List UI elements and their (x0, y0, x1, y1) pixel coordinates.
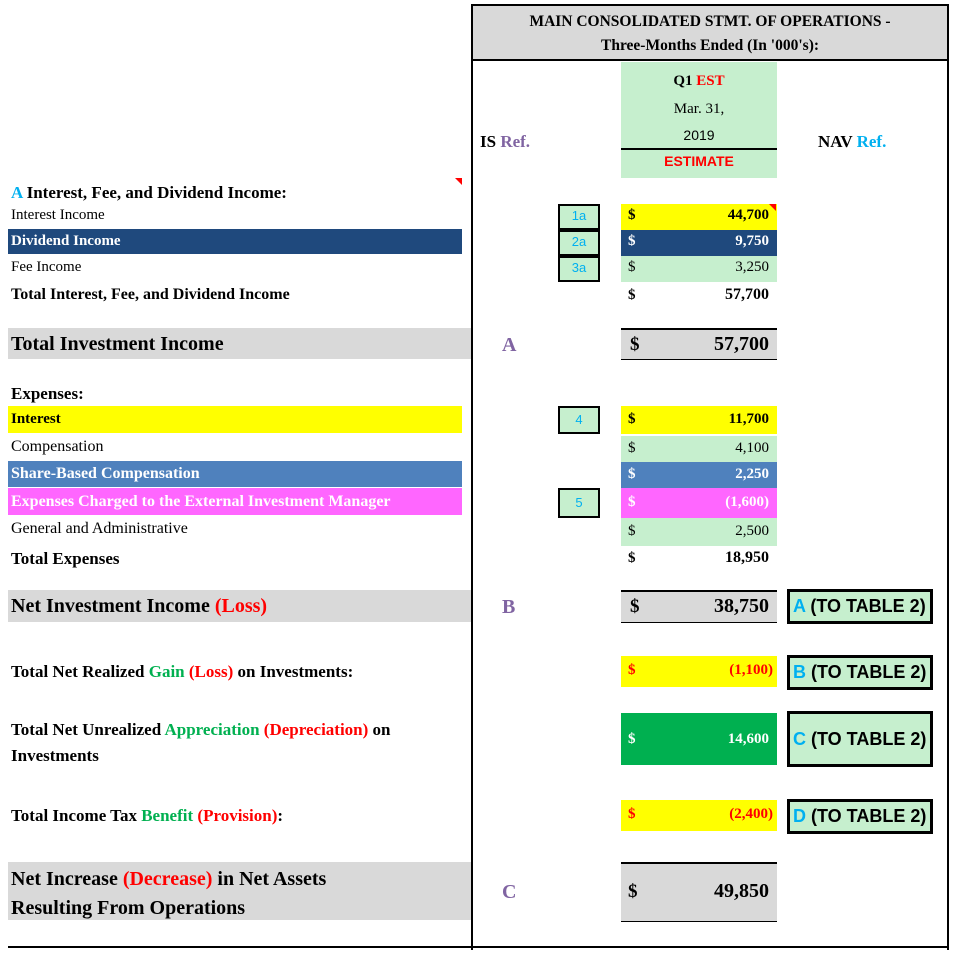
dollar-sign: $ (628, 494, 636, 510)
nav-text-d: (TO TABLE 2) (811, 806, 927, 826)
tax-value: (2,400) (729, 806, 773, 822)
value-cell-interest-income (621, 204, 777, 230)
is-ref-b: B (502, 596, 516, 618)
value-cell-expenses-charged (621, 488, 777, 518)
nav-text-b: (TO TABLE 2) (811, 662, 927, 682)
value-interest-expense: 11,700 (728, 411, 769, 427)
net-increase-label-b: (Decrease) (122, 868, 213, 890)
value-cell-fee-income (621, 256, 777, 282)
unrealized-cell (621, 713, 777, 765)
total-expenses-cell (621, 546, 777, 572)
nav-letter-c: C (793, 729, 806, 749)
unrealized-value: 14,600 (727, 731, 769, 747)
q1-column-header (621, 62, 777, 178)
is-ref-a: A (502, 334, 517, 356)
row-label-compensation: Compensation (11, 438, 104, 455)
nav-text-c: (TO TABLE 2) (811, 729, 927, 749)
total-investment-income-value: 57,700 (714, 333, 769, 355)
est-text: EST (696, 73, 725, 89)
section-a-title (11, 183, 287, 203)
total-interest-fee-dividend-cell (621, 282, 777, 310)
dollar-sign: $ (628, 662, 636, 678)
total-interest-fee-dividend-label: Total Interest, Fee, and Dividend Income (11, 286, 290, 303)
nav-letter-a: A (793, 596, 806, 616)
row-label-fee-income: Fee Income (11, 259, 82, 275)
dollar-sign: $ (628, 806, 636, 822)
net-increase-label (11, 865, 326, 923)
net-investment-income-value: 38,750 (714, 595, 769, 617)
is-ref-header-a: IS (480, 132, 497, 151)
value-general-admin: 2,500 (735, 523, 769, 539)
row-label-share-based-comp (8, 461, 462, 487)
left-frame-line (471, 4, 473, 950)
row-label-expenses-charged-text: Expenses Charged to the External Investment Manager (11, 493, 391, 510)
nav-ref-header (818, 132, 886, 152)
realized-cell (621, 656, 777, 687)
value-cell-compensation (621, 436, 777, 462)
q1-label (621, 73, 777, 90)
is-ref-c: C (502, 881, 517, 903)
statement-title: MAIN CONSOLIDATED STMT. OF OPERATIONS - (529, 13, 891, 30)
nav-ref-header-a: NAV (818, 132, 853, 151)
date-line-2: 2019 (683, 127, 715, 143)
dollar-sign: $ (628, 287, 636, 303)
nav-text-a: (TO TABLE 2) (810, 596, 926, 616)
tax-label-d: : (277, 806, 284, 825)
dollar-sign: $ (628, 731, 636, 747)
nav-ref-box-d (787, 799, 933, 834)
dollar-sign: $ (628, 523, 636, 539)
dollar-sign: $ (628, 881, 638, 902)
statement-subtitle: Three-Months Ended (In '000's): (600, 37, 820, 54)
value-dividend-income: 9,750 (735, 233, 769, 249)
total-investment-income-cell (621, 328, 777, 360)
realized-label-c: (Loss) (188, 662, 234, 681)
ref-badge-5: 5 (558, 488, 600, 518)
ref-badge-3a: 3a (558, 256, 600, 282)
row-label-interest-expense-text: Interest (11, 411, 61, 427)
net-increase-line1 (11, 865, 326, 894)
dollar-sign: $ (628, 550, 636, 566)
is-ref-header-b: Ref. (500, 132, 531, 151)
unrealized-label-a: Total Net Unrealized (11, 720, 162, 739)
row-label-share-based-comp-text: Share-Based Compensation (11, 465, 200, 482)
row-label-dividend-income (8, 229, 462, 254)
nav-letter-d: D (793, 806, 806, 826)
total-investment-income-label: Total Investment Income (11, 333, 224, 355)
tax-label-c: (Provision) (197, 806, 278, 825)
estimate-label: ESTIMATE (621, 148, 777, 169)
value-cell-dividend-income (621, 230, 777, 256)
row-label-interest-expense (8, 406, 462, 433)
nav-ref-box-c (787, 711, 933, 767)
tax-label (11, 806, 283, 826)
date-line-1: Mar. 31, (673, 101, 725, 117)
comment-marker-icon (769, 204, 776, 211)
value-cell-share-based-comp (621, 462, 777, 488)
value-expenses-charged: (1,600) (725, 494, 769, 510)
nav-ref-header-b: Ref. (856, 132, 887, 151)
realized-label (11, 662, 353, 682)
value-share-based-comp: 2,250 (735, 466, 769, 482)
unrealized-label-line1 (11, 717, 391, 743)
net-increase-label-c: in Net Assets (217, 868, 327, 890)
total-expenses-value: 18,950 (725, 549, 769, 566)
net-increase-cell (621, 862, 777, 922)
row-label-general-admin: General and Administrative (11, 520, 188, 537)
dollar-sign: $ (628, 259, 636, 275)
ref-badge-1a: 1a (558, 204, 600, 230)
nii-label-b: (Loss) (214, 595, 268, 617)
row-label-interest-income: Interest Income (11, 207, 105, 223)
total-expenses-label: Total Expenses (11, 549, 120, 568)
net-increase-label-a: Net Increase (11, 868, 118, 890)
unrealized-label-e: Investments (11, 746, 99, 765)
right-frame-line (947, 4, 949, 950)
net-investment-income-label (11, 595, 267, 618)
value-cell-general-admin (621, 518, 777, 546)
dollar-sign: $ (628, 233, 636, 249)
total-interest-fee-dividend-value: 57,700 (725, 286, 769, 303)
is-ref-header (480, 132, 530, 152)
nav-ref-box-b (787, 655, 933, 690)
dollar-sign: $ (630, 334, 640, 355)
section-a-letter: A (11, 183, 23, 202)
dollar-sign: $ (628, 207, 636, 223)
realized-label-b: Gain (148, 662, 185, 681)
realized-value: (1,100) (729, 662, 773, 678)
net-increase-label-d: Resulting From Operations (11, 897, 246, 919)
bottom-rule (8, 946, 949, 948)
net-investment-income-cell (621, 590, 777, 623)
nav-letter-b: B (793, 662, 806, 682)
ref-badge-2a: 2a (558, 230, 600, 256)
section-a-title-text: Interest, Fee, and Dividend Income: (26, 183, 287, 202)
value-interest-income: 44,700 (727, 207, 769, 223)
unrealized-label-d: on (372, 720, 391, 739)
tax-label-b: Benefit (141, 806, 194, 825)
unrealized-label-c: (Depreciation) (263, 720, 369, 739)
dollar-sign: $ (630, 596, 640, 617)
realized-label-d: on Investments: (237, 662, 354, 681)
value-compensation: 4,100 (735, 440, 769, 456)
comment-marker-icon (455, 178, 462, 185)
unrealized-label-b: Appreciation (164, 720, 260, 739)
dollar-sign: $ (628, 411, 636, 427)
expenses-title: Expenses: (11, 384, 84, 403)
value-fee-income: 3,250 (735, 259, 769, 275)
dollar-sign: $ (628, 440, 636, 456)
tax-cell (621, 800, 777, 831)
q1-text: Q1 (673, 73, 693, 89)
row-label-expenses-charged (8, 488, 462, 515)
net-increase-value: 49,850 (714, 880, 769, 902)
ref-badge-4: 4 (558, 406, 600, 434)
realized-label-a: Total Net Realized (11, 662, 145, 681)
row-label-dividend-income-text: Dividend Income (11, 233, 121, 249)
value-cell-interest-expense (621, 406, 777, 434)
unrealized-label (11, 717, 391, 769)
tax-label-a: Total Income Tax (11, 806, 137, 825)
dollar-sign: $ (628, 466, 636, 482)
nii-label-a: Net Investment Income (11, 595, 210, 617)
nav-ref-box-a (787, 589, 933, 624)
statement-header (471, 4, 949, 61)
